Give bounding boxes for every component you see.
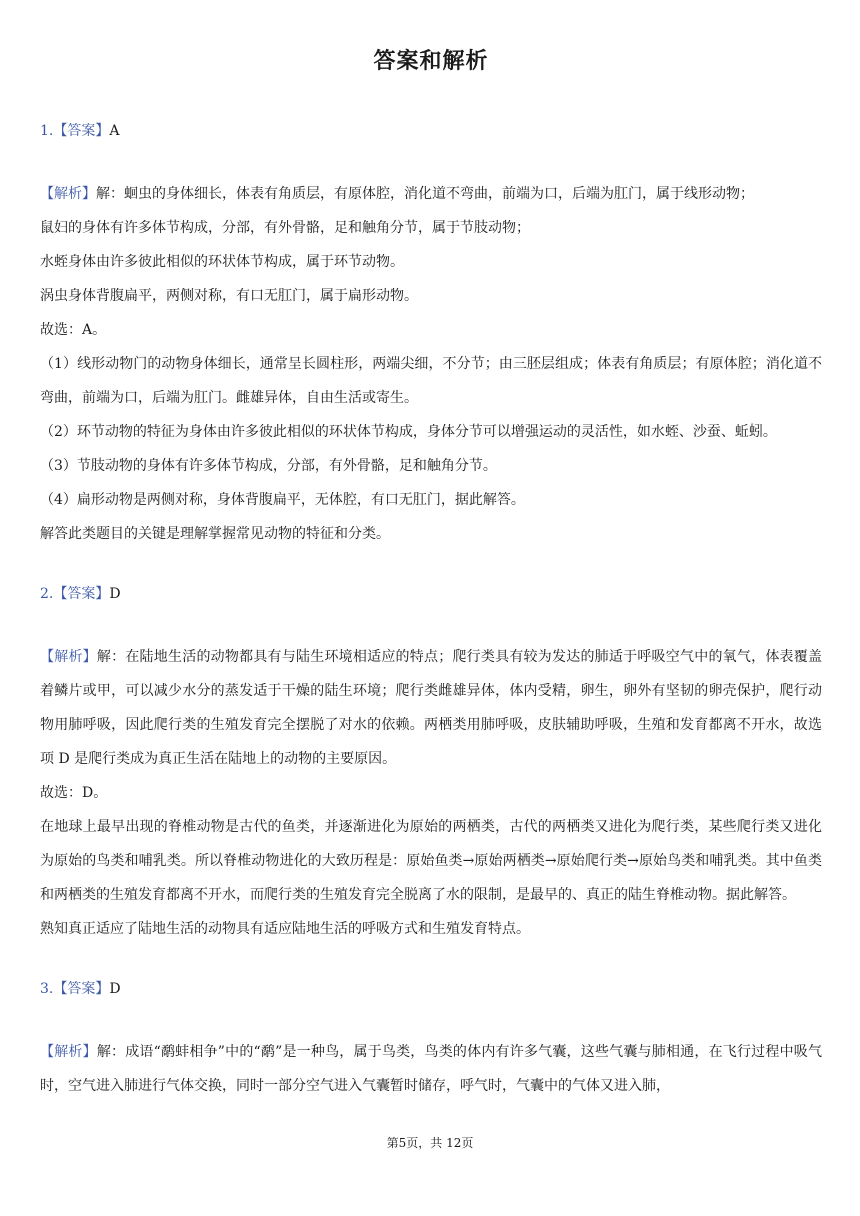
answer-tag: 【答案】 — [53, 123, 110, 139]
analysis-text: 故选：A。 — [40, 322, 107, 338]
analysis-paragraph — [40, 810, 822, 912]
answer-tag: 【答案】 — [53, 981, 110, 997]
analysis-text: 解：蛔虫的身体细长，体表有角质层，有原体腔，消化道不弯曲，前端为口，后端为肛门，属于线形动物； — [96, 186, 754, 202]
analysis-tag: 【解析】 — [40, 649, 97, 665]
page-footer: 第5页，共 12页 — [386, 1136, 474, 1150]
analysis-paragraph-first — [40, 177, 822, 211]
answer-value: D — [109, 586, 121, 602]
analysis-tag: 【解析】 — [40, 1044, 97, 1060]
analysis-paragraph-first — [40, 1035, 822, 1103]
answer-line — [40, 977, 822, 1001]
answer-line — [40, 582, 822, 606]
analysis-paragraph — [40, 279, 822, 313]
analysis-text: 故选：D。 — [40, 785, 108, 801]
question-number: 1. — [40, 123, 54, 139]
question-block — [40, 582, 822, 946]
question-number: 3. — [40, 981, 54, 997]
analysis-text: 涡虫身体背腹扁平，两侧对称，有口无肛门，属于扁形动物。 — [40, 288, 418, 304]
page-title: 答案和解析 — [373, 49, 489, 74]
analysis-paragraph — [40, 347, 822, 415]
analysis-text: （4）扁形动物是两侧对称，身体背腹扁平，无体腔，有口无肛门，据此解答。 — [40, 492, 525, 508]
analysis-text: 解：成语“鹬蚌相争”中的“鹬”是一种鸟，属于鸟类，鸟类的体内有许多气囊，这些气囊与肺相通，在飞行过程中吸气时，空气进入肺进行气体交换，同时一部分空气进入气囊暂时储存，呼气时，气囊中的气体又进入肺， — [40, 1044, 822, 1094]
analysis-text: （3）节肢动物的身体有许多体节构成，分部，有外骨骼，足和触角分节。 — [40, 458, 497, 474]
analysis-paragraph — [40, 517, 822, 551]
answer-value: A — [109, 123, 120, 139]
analysis-text: 熟知真正适应了陆地生活的动物具有适应陆地生活的呼吸方式和生殖发育特点。 — [40, 921, 530, 937]
answer-tag: 【答案】 — [53, 586, 110, 602]
question-block — [40, 119, 822, 551]
analysis-paragraph — [40, 776, 822, 810]
analysis-paragraph — [40, 313, 822, 347]
answer-value: D — [109, 981, 121, 997]
analysis-paragraph — [40, 912, 822, 946]
analysis-text: 鼠妇的身体有许多体节构成，分部，有外骨骼，足和触角分节，属于节肢动物； — [40, 220, 530, 236]
analysis-text: 解答此类题目的关键是理解掌握常见动物的特征和分类。 — [40, 526, 390, 542]
analysis-paragraph — [40, 449, 822, 483]
analysis-paragraph — [40, 483, 822, 517]
answer-line — [40, 119, 822, 143]
analysis-text: （2）环节动物的特征为身体由许多彼此相似的环状体节构成，身体分节可以增强运动的灵活性，如水蛭、沙蚕、蚯蚓。 — [40, 424, 777, 440]
question-number: 2. — [40, 586, 54, 602]
analysis-paragraph — [40, 211, 822, 245]
analysis-paragraph — [40, 245, 822, 279]
analysis-tag: 【解析】 — [40, 186, 96, 202]
analysis-paragraph-first — [40, 640, 822, 776]
analysis-paragraph — [40, 415, 822, 449]
question-block — [40, 977, 822, 1103]
analysis-text: （1）线形动物门的动物身体细长，通常呈长圆柱形，两端尖细，不分节；由三胚层组成；体表有角质层；有原体腔；消化道不弯曲，前端为口，后端为肛门。雌雄异体，自由生活或寄生。 — [40, 356, 822, 406]
question-list — [40, 119, 822, 1103]
analysis-text: 在地球上最早出现的脊椎动物是古代的鱼类，并逐渐进化为原始的两栖类，古代的两栖类又进化为爬行类，某些爬行类又进化为原始的鸟类和哺乳类。所以脊椎动物进化的大致历程是：原始鱼类→原始两栖类→原始爬行类→原始鸟类和哺乳类。其中鱼类和两栖类的生殖发育都离不开水，而爬行类的生殖发育完全脱离了水的限制，是最早的、真正的陆生脊椎动物。据此解答。 — [40, 819, 822, 903]
analysis-text: 水蛭身体由许多彼此相似的环状体节构成，属于环节动物。 — [40, 254, 404, 270]
analysis-text: 解：在陆地生活的动物都具有与陆生环境相适应的特点；爬行类具有较为发达的肺适于呼吸空气中的氧气，体表覆盖着鳞片或甲，可以减少水分的蒸发适于干燥的陆生环境；爬行类雌雄异体，体内受精，卵生，卵外有坚韧的卵壳保护，爬行动物用肺呼吸，因此爬行类的生殖发育完全摆脱了对水的依赖。两栖类用肺呼吸，皮肤辅助呼吸，生殖和发育都离不开水，故选项 D 是爬行类成为真正生活在陆地上的动物的主要原因。 — [40, 649, 822, 767]
